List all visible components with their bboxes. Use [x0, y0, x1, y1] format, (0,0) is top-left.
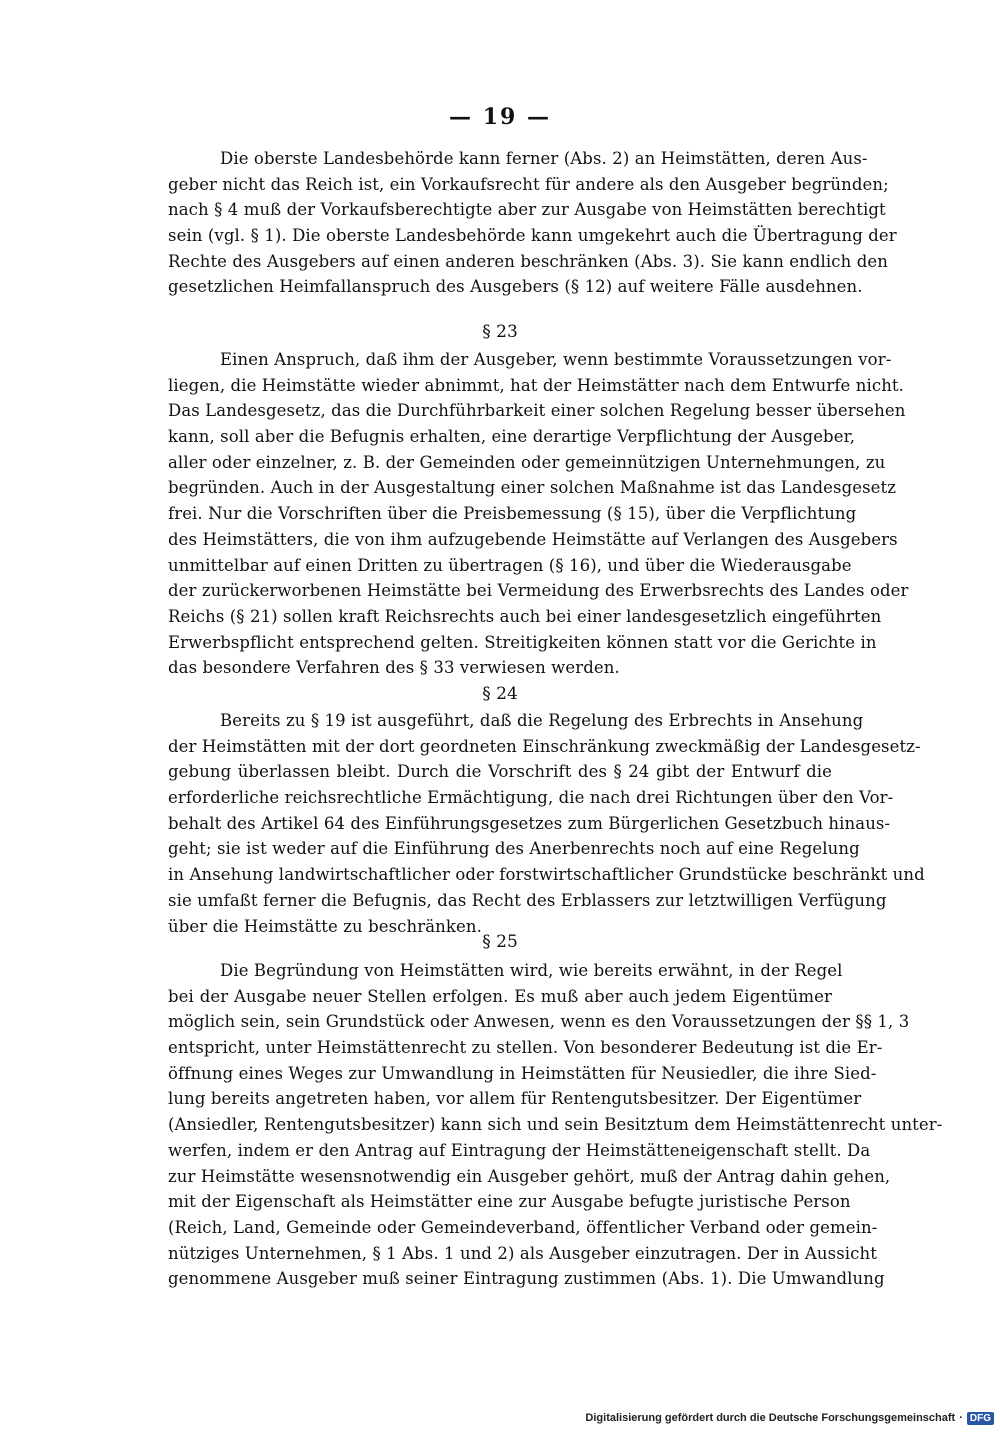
text-line: Bereits zu § 19 ist ausgeführt, daß die Regelung des Erbrechts in Ansehung — [220, 711, 864, 730]
text-line: kann, soll aber die Befugnis erhalten, eine derartige Verpflichtung der Ausgeber, — [168, 427, 856, 447]
text-line: zur Heimstätte wesensnotwendig ein Ausgeber gehört, muß der Antrag dahin gehen, — [168, 1166, 891, 1186]
text-line: geht; sie ist weder auf die Einführung des Anerbenrechts noch auf eine Regelung — [168, 839, 860, 859]
text-line: frei. Nur die Vorschriften über die Preisbemessung (§ 15), über die Verpflichtung — [168, 504, 857, 524]
text-line: Einen Anspruch, daß ihm der Ausgeber, wenn bestimmte Voraussetzungen vor- — [220, 350, 892, 369]
text-line: behalt des Artikel 64 des Einführungsgesetzes zum Bürgerlichen Gesetzbuch hinaus- — [168, 813, 891, 833]
text-line: das besondere Verfahren des § 33 verwiesen werden. — [168, 658, 620, 678]
text-line: Das Landesgesetz, das die Durchführbarkeit einer solchen Regelung besser übersehen — [168, 401, 906, 421]
text-line: bei der Ausgabe neuer Stellen erfolgen. Es muß aber auch jedem Eigentümer — [168, 986, 832, 1006]
text-line: gesetzlichen Heimfallanspruch des Ausgebers (§ 12) auf weitere Fälle ausdehnen. — [168, 277, 863, 297]
text-line: sein (vgl. § 1). Die oberste Landesbehörde kann umgekehrt auch die Übertragung der — [168, 226, 897, 246]
text-line: Rechte des Ausgebers auf einen anderen beschränken (Abs. 3). Sie kann endlich den — [168, 251, 888, 271]
text-line: Die Begründung von Heimstätten wird, wie bereits erwähnt, in der Regel — [220, 961, 843, 980]
text-line: werfen, indem er den Antrag auf Eintragung der Heimstätteneigenschaft stellt. Da — [168, 1140, 871, 1160]
text-line: geber nicht das Reich ist, ein Vorkaufsrecht für andere als den Ausgeber begründen; — [168, 174, 889, 194]
section-heading-25: § 25 — [482, 932, 518, 952]
paragraph-section-24 — [168, 708, 925, 939]
section-heading-23: § 23 — [482, 322, 518, 342]
text-line: möglich sein, sein Grundstück oder Anwesen, wenn es den Voraussetzungen der §§ 1, 3 — [168, 1012, 910, 1032]
text-line: erforderliche reichsrechtliche Ermächtigung, die nach drei Richtungen über den Vor- — [168, 788, 894, 808]
text-line: (Reich, Land, Gemeinde oder Gemeindeverband, öffentlicher Verband oder gemein- — [168, 1217, 878, 1237]
funding-footer: Digitalisierung gefördert durch die Deutsche Forschungsgemeinschaft · DFG — [585, 1408, 994, 1428]
dfg-logo: DFG — [967, 1412, 994, 1425]
text-line: der zurückerworbenen Heimstätte bei Vermeidung des Erwerbsrechts des Landes oder — [168, 581, 909, 601]
text-line: begründen. Auch in der Ausgestaltung einer solchen Maßnahme ist das Landesgesetz — [168, 478, 897, 498]
text-line: nach § 4 muß der Vorkaufsberechtigte aber zur Ausgabe von Heimstätten berechtigt — [168, 200, 886, 220]
text-line: genommene Ausgeber muß seiner Eintragung zustimmen (Abs. 1). Die Umwandlung — [168, 1269, 885, 1289]
text-line: liegen, die Heimstätte wieder abnimmt, hat der Heimstätter nach dem Entwurfe nicht. — [168, 375, 904, 395]
text-line: Die oberste Landesbehörde kann ferner (Abs. 2) an Heimstätten, deren Aus- — [220, 149, 868, 168]
text-line: unmittelbar auf einen Dritten zu übertragen (§ 16), und über die Wiederausgabe — [168, 555, 852, 575]
page-number-header: — 19 — — [449, 104, 551, 130]
text-line: sie umfaßt ferner die Befugnis, das Recht des Erblassers zur letztwilligen Verfügung — [168, 890, 887, 910]
text-line: der Heimstätten mit der dort geordneten Einschränkung zweckmäßig der Landesgesetz- — [168, 736, 921, 756]
text-line: Erwerbspflicht entsprechend gelten. Streitigkeiten können statt vor die Gerichte in — [168, 632, 877, 652]
text-line: in Ansehung landwirtschaftlicher oder forstwirtschaftlicher Grundstücke beschränkt und — [168, 865, 925, 885]
text-line: über die Heimstätte zu beschränken. — [168, 916, 482, 936]
text-line: gebung überlassen bleibt. Durch die Vorschrift des § 24 gibt der Entwurf die — [168, 762, 832, 782]
text-line: aller oder einzelner, z. B. der Gemeinden oder gemeinnützigen Unternehmungen, zu — [168, 452, 886, 472]
section-heading-24: § 24 — [482, 684, 518, 704]
text-line: lung bereits angetreten haben, vor allem für Rentengutsbesitzer. Der Eigentümer — [168, 1089, 862, 1109]
text-line: entspricht, unter Heimstättenrecht zu stellen. Von besonderer Bedeutung ist die Er- — [168, 1038, 883, 1058]
paragraph-section-23 — [168, 347, 909, 681]
footer-text: Digitalisierung gefördert durch die Deutsche Forschungsgemeinschaft — [585, 1412, 956, 1424]
text-line: mit der Eigenschaft als Heimstätter eine zur Ausgabe befugte juristische Person — [168, 1192, 851, 1212]
paragraph-section-25 — [168, 958, 943, 1292]
text-line: öffnung eines Weges zur Umwandlung in Heimstätten für Neusiedler, die ihre Sied- — [168, 1063, 877, 1083]
text-line: Reichs (§ 21) sollen kraft Reichsrechts auch bei einer landesgesetzlich eingeführten — [168, 606, 882, 626]
text-line: nütziges Unternehmen, § 1 Abs. 1 und 2) als Ausgeber einzutragen. Der in Aussicht — [168, 1243, 877, 1263]
text-line: des Heimstätters, die von ihm aufzugebende Heimstätte auf Verlangen des Ausgebers — [168, 529, 898, 549]
paragraph-intro — [168, 146, 897, 300]
text-line: (Ansiedler, Rentengutsbesitzer) kann sich und sein Besitztum dem Heimstättenrecht unter- — [168, 1115, 943, 1135]
